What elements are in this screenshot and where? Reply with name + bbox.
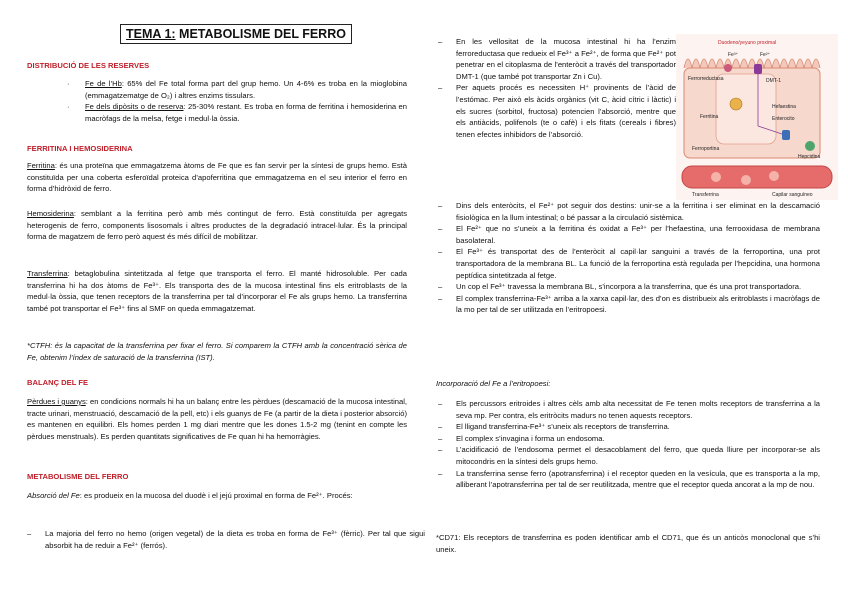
capillary (682, 166, 832, 188)
label-fe3: Fe³⁺ (728, 52, 739, 58)
paragraph-hemosiderina: Hemosiderina: semblant a la ferritina però amb més contingut de ferro. Està constituïda per agregats heterogenis de ferro, components lisosomals i altres productes de la degradació intracel·lular. És la principal forma de magatzem de ferro però aquest és més difícil de mobilitzar. (27, 209, 407, 242)
diagram-title: Duodeno/yeyuno proximal (718, 40, 777, 46)
title-rest: METABOLISME DEL FERRO (175, 27, 346, 41)
erythropoiesis-steps (436, 398, 820, 491)
section-heading-ferritina: FERRITINA I HEMOSIDERINA (27, 144, 133, 153)
diagram-svg (676, 34, 838, 200)
section-heading-balance: BALANÇ DEL FE (27, 378, 89, 387)
label-hefaestina: Hefaestina (772, 104, 796, 110)
absorption-steps (436, 36, 676, 140)
ferroportin-marker (782, 130, 790, 140)
label-capilar: Capilar sanguíneo (772, 192, 813, 198)
label-ferroportina: Ferroportina (692, 146, 720, 152)
red-cell (711, 172, 721, 182)
label-hepcidina: Hepcidina (798, 154, 821, 160)
hepcidin-marker (805, 141, 815, 151)
subheading-erythropoiesis: Incorporació del Fe a l’eritropoesi: (436, 379, 551, 388)
microvilli (684, 59, 820, 68)
enterocyte-diagram (676, 34, 838, 200)
paragraph-ferritina: Ferritina: és una proteïna que emmagatzema àtoms de Fe que es fan servir per la síntesi de grups hemo. Està constituïda per una coberta esferoïdal proteica d’apoferritina que emmagatzema en el seu interior el ferro en forma d’hidròxid de ferro. (27, 161, 407, 194)
red-cell (741, 175, 751, 185)
label-ferritina: Ferritina (700, 114, 719, 120)
ferritin-marker (730, 98, 742, 110)
ferroreductase-marker (724, 64, 732, 72)
section-heading-reserves: DISTRIBUCIÓ DE LES RESERVES (27, 61, 150, 70)
red-cell (769, 171, 779, 181)
list-item: · Fe dels dipòsits o de reserva: 25-30% restant. Es troba en forma de ferritina i hemosiderina en macròfags de la melsa, fetge i medul·la òssia. (63, 101, 407, 124)
absorption-steps-continued (436, 200, 820, 316)
paragraph-absorption: Absorció del Fe: es produeix en la mucosa del duodè i el jejú proximal en forma de Fe²⁺. Procés: (27, 491, 353, 500)
cytoplasm-region (716, 74, 776, 144)
list-item: · Fe de l’Hb: 65% del Fe total forma part del grup hemo. Un 4-6% es troba en la mioglobina (emmagatzematge de O₂) i altres enzims tissulars. (63, 78, 407, 101)
list-item: – En les vellositat de la mucosa intestinal hi ha l’enzim ferroreductasa que redueix el Fe³⁺ a Fe²⁺, de forma que Fe²⁺ pot penetrar en el citoplasma de l’enteròcit a través del transportador DMT-1 (que també pot transportar Zn i Cu). (436, 36, 676, 82)
list-item: – El lligand transferrina-Fe³⁺ s’uneix als receptors de transferrina. (436, 421, 820, 433)
title-prefix: TEMA 1: (126, 27, 176, 41)
label-ferrorreductasa: Ferrorreductasa (688, 76, 724, 82)
list-item: – Per aquets procés es necessiten H⁺ provinents de l’àcid de l’estómac. Per això els àcids orgànics (vit C, àcid cítric i làctic) i els sucres (sorbitol, fructosa) potencien l’absorció, mentre que els antiàcids, polifenols (te o cafè) i els fitats (cereals i fibres) tenen efectes inhibidors de l’absorció. (436, 82, 676, 140)
paragraph-balance: Pèrdues i guanys: en condicions normals hi ha un balanç entre les pèrdues (descamació de la mucosa intestinal, tracte urinari, menstruació, descamació de la pell, etc) i els guanys de Fe (a partir de la dieta i posterior absorció) es mantenen en equilibri. Els homes perden 1 mg diari mentre que les dones 1.5-2 mg (tenint en compte les pèrdues menstruals). Es perden quantitats significatives de Fe quan hi ha hemorràgies. (27, 397, 407, 441)
list-item: – Els percussors eritroides i altres cèls amb alta necessitat de Fe tenen molts receptors de transferrina a la seva mp. Per contra, els eritròcits madurs no tenen aquests receptors. (436, 398, 820, 421)
label-transferrina: Transferrina (692, 192, 719, 198)
list-item: – Dins dels enteròcits, el Fe²⁺ pot seguir dos destins: unir-se a la ferritina i ser eliminat en la descamació fisiològica en la llum intestinal; o bé passar a la circulació sistèmica. (436, 200, 820, 223)
list-item: – El complex s’invagina i forma un endosoma. (436, 433, 820, 445)
page-title (120, 24, 352, 44)
list-item: – El Fe²⁺ que no s’uneix a la ferritina és oxidat a Fe³⁺ per l’hefaestina, una ferrooxidasa de membrana basolateral. (436, 223, 820, 246)
list-item: – La transferrina sense ferro (apotransferrina) i el receptor queden en la vesícula, que es transporta a la mp, alliberant l’apotransferrina per tal de ser reutilitzada, mentre que el receptor queda ancorat a la mp de nou. (436, 468, 820, 491)
reserves-list (27, 78, 407, 124)
list-item: – Un cop el Fe³⁺ travessa la membrana BL, s’incorpora a la transferrina, que és una prot transportadora. (436, 281, 820, 293)
label-dmt1: DMT-1 (766, 78, 781, 84)
paragraph-transferrina: Transferrina: betaglobulina sintetitzada al fetge que transporta el ferro. El manté hidrosoluble. Per cada transferrina hi ha dos àtoms de Fe³⁺. Els transporta des de la mucosa intestinal fins els eritroblasts de la medul·la òssia, que tenen receptors de la transferrina per tal d’incorporar el Fe als grups hemo. La transferrina també pot transportar el Fe³⁺ fins al SMF on queda emmagatzemat. (27, 269, 407, 313)
list-item: – L’acidificació de l’endosoma permet el desacoblament del ferro, que queda lliure per incorporar-se als mitocondris en la síntesi dels grups hemo. (436, 444, 820, 467)
label-fe2: Fe²⁺ (760, 52, 771, 58)
list-item: – El complex transferrina-Fe³⁺ arriba a la xarxa capil·lar, des d’on es distribueix als eritroblasts i macròfags de la mo per tal de ser utilitzada en l’eritropoesi. (436, 293, 820, 316)
list-item: – El Fe³⁺ és transportat des de l’enteròcit al capil·lar sanguini a través de la ferroportina, una prot transportadora de la membrana BL. La funció de la ferroportina està regulada per l’hepcidina, una hormona peptídica sintetitzada al fetge. (436, 246, 820, 281)
note-cd71: *CD71: Els receptors de transferrina es poden identificar amb el CD71, que és un anticòs monoclonal que s’hi uneix. (436, 533, 820, 554)
list-item: – La majoria del ferro no hemo (origen vegetal) de la dieta es troba en forma de Fe³⁺ (fèrric). Per tal que sigui absorbit ha de reduir a Fe²⁺ (ferrós). (27, 528, 425, 551)
section-heading-metabolism: METABOLISME DEL FERRO (27, 472, 129, 481)
dmt1-marker (754, 64, 762, 74)
label-enterocito: Enterocito (772, 116, 795, 122)
note-ctfh: *CTFH: és la capacitat de la transferrina per fixar el ferro. Si comparem la CTFH amb la concentració sèrica de Fe, obtenim l’índex de saturació de la transferrina (IST). (27, 341, 407, 362)
